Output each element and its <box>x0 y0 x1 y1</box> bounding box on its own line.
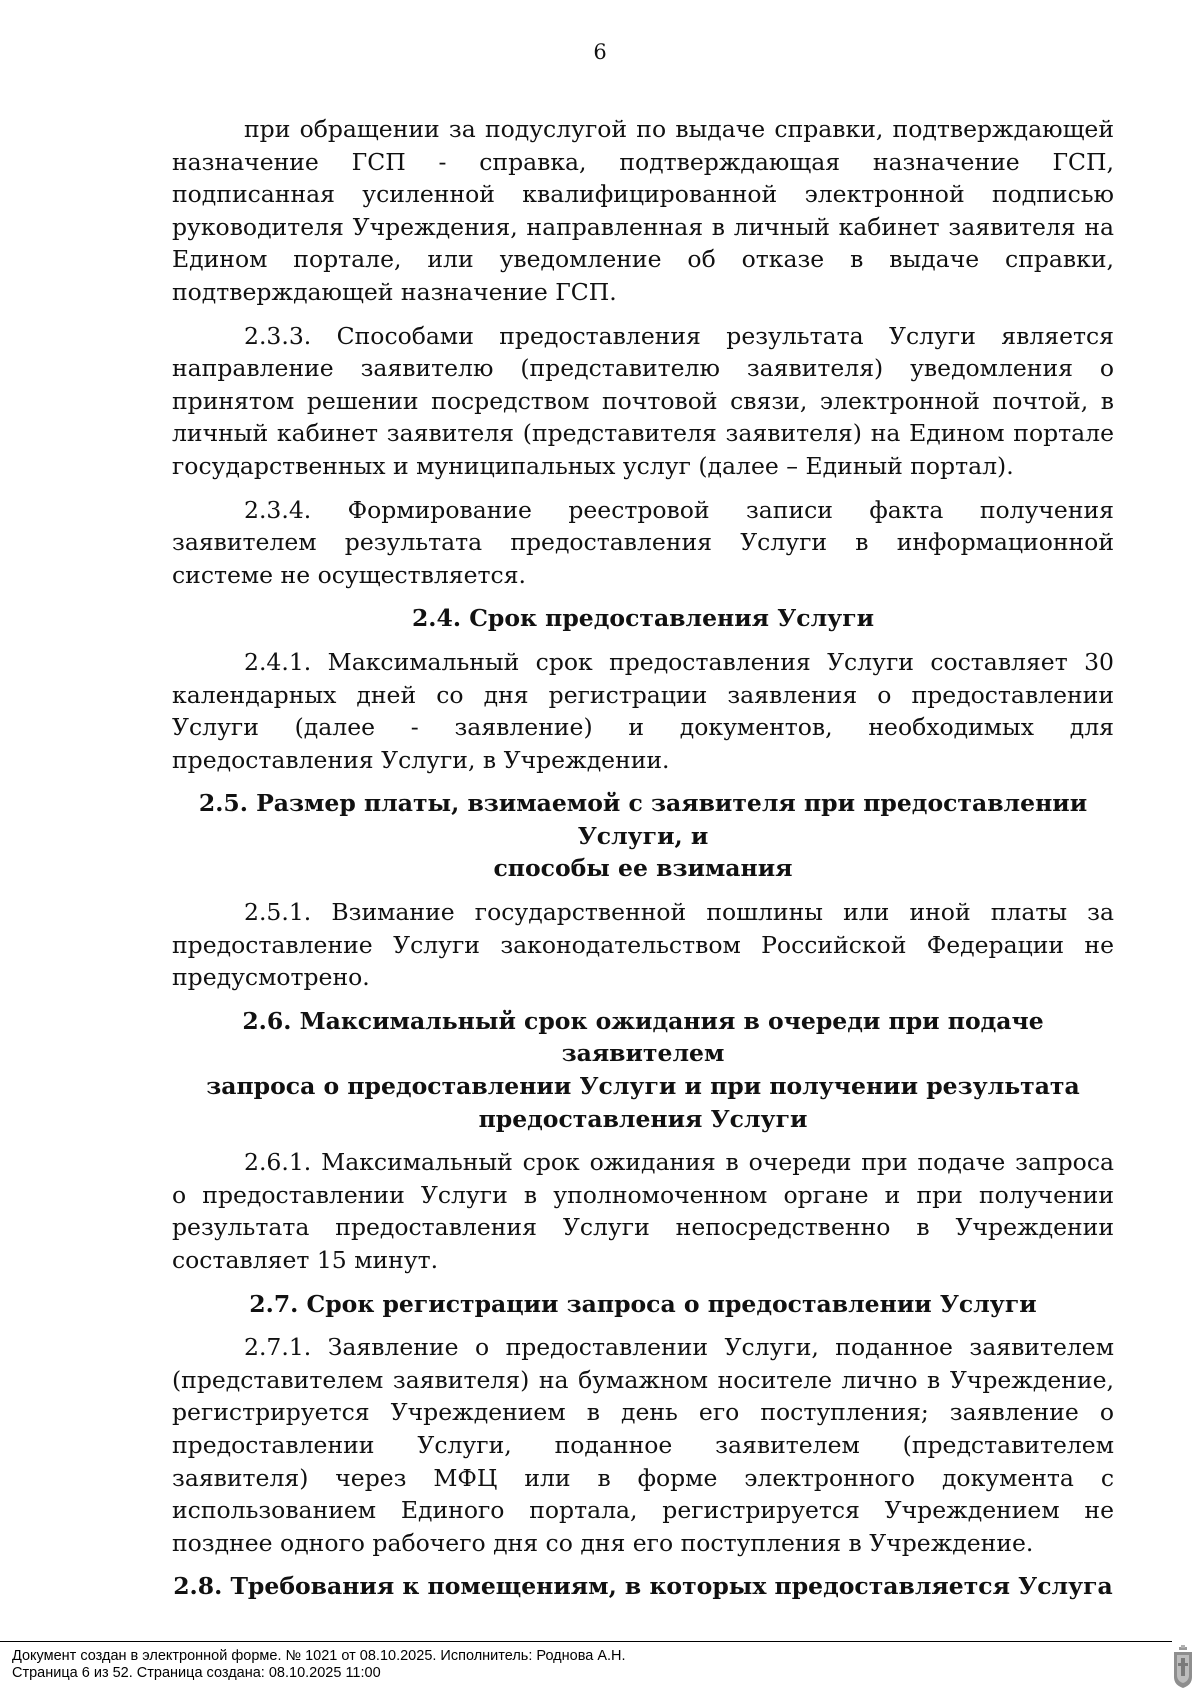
document-body <box>172 113 1114 1614</box>
heading-2-8 <box>172 1570 1114 1603</box>
heading-line: запроса о предоставлении Услуги и при получении результата <box>206 1072 1080 1101</box>
document-footer <box>0 1641 1200 1698</box>
paragraph-2-6-1: 2.6.1. Максимальный срок ожидания в очереди при подаче запроса о предоставлении Услуги в уполномоченном органе и при получении результата предоставления Услуги непосредственно в Учреждении составляет 15 минут. <box>172 1148 1114 1274</box>
paragraph-2-4-1: 2.4.1. Максимальный срок предоставления Услуги составляет 30 календарных дней со дня регистрации заявления о предоставлении Услуги (далее - заявление) и документов, необходимых для предоставления Услуги, в Учреждении. <box>172 647 1114 774</box>
heading-2-6 <box>172 1005 1114 1135</box>
heading-line: предоставления Услуги <box>478 1104 808 1133</box>
paragraph-result-certificate: при обращении за подуслугой по выдаче справки, подтверждающей назначение ГСП - справка, подтверждающая назначение ГСП, подписанная усиленной квалифицированной электронной подписью руководителя Учреждения, направленная в личный кабинет заявителя на Едином портале, или уведомление об отказе в выдаче справки, подтверждающей назначение ГСП. <box>172 115 1114 306</box>
footer-line-document-info: Документ создан в электронной форме. № 1021 от 08.10.2025. Исполнитель: Роднова А.Н. <box>12 1648 626 1664</box>
coat-of-arms-icon <box>1172 1645 1194 1689</box>
heading-line: 2.8. Требования к помещениям, в которых предоставляется Услуга <box>173 1572 1113 1601</box>
footer-line-page-info: Страница 6 из 52. Страница создана: 08.10.2025 11:00 <box>12 1665 381 1681</box>
paragraph-2-7-1: 2.7.1. Заявление о предоставлении Услуги, поданное заявителем (представителем заявителя) на бумажном носителе лично в Учреждение, регистрируется Учреждением в день его поступления; заявление о предоставлении Услуги, поданное заявителем (представителем заявителя) через МФЦ или в форме электронного документа с использованием Единого портала, регистрируется Учреждением не позднее одного рабочего дня со дня его поступления в Учреждение. <box>172 1333 1114 1557</box>
paragraph-2-3-4: 2.3.4. Формирование реестровой записи факта получения заявителем результата предоставления Услуги в информационной системе не осуществляется. <box>172 495 1114 589</box>
paragraph-2-3-3: 2.3.3. Способами предоставления результата Услуги является направление заявителю (представителю заявителя) уведомления о принятом решении посредством почтовой связи, электронной почтой, в личный кабинет заявителя (представителя заявителя) на Едином портале государственных и муниципальных услуг (далее – Единый портал). <box>172 321 1114 480</box>
footer-divider <box>0 1641 1172 1642</box>
footer-text <box>12 1648 626 1682</box>
heading-line: способы ее взимания <box>493 854 793 883</box>
heading-2-5 <box>172 787 1114 885</box>
heading-2-7 <box>172 1288 1114 1321</box>
heading-line: 2.6. Максимальный срок ожидания в очереди при подаче заявителем <box>242 1006 1044 1068</box>
heading-line: 2.4. Срок предоставления Услуги <box>411 604 875 633</box>
paragraph-2-5-1: 2.5.1. Взимание государственной пошлины или иной платы за предоставление Услуги законодательством Российской Федерации не предусмотрено. <box>172 898 1114 992</box>
page-number: 6 <box>593 40 607 64</box>
heading-2-4 <box>172 602 1114 635</box>
heading-line: 2.7. Срок регистрации запроса о предоставлении Услуги <box>249 1289 1037 1318</box>
heading-line: 2.5. Размер платы, взимаемой с заявителя при предоставлении Услуги, и <box>198 789 1088 850</box>
